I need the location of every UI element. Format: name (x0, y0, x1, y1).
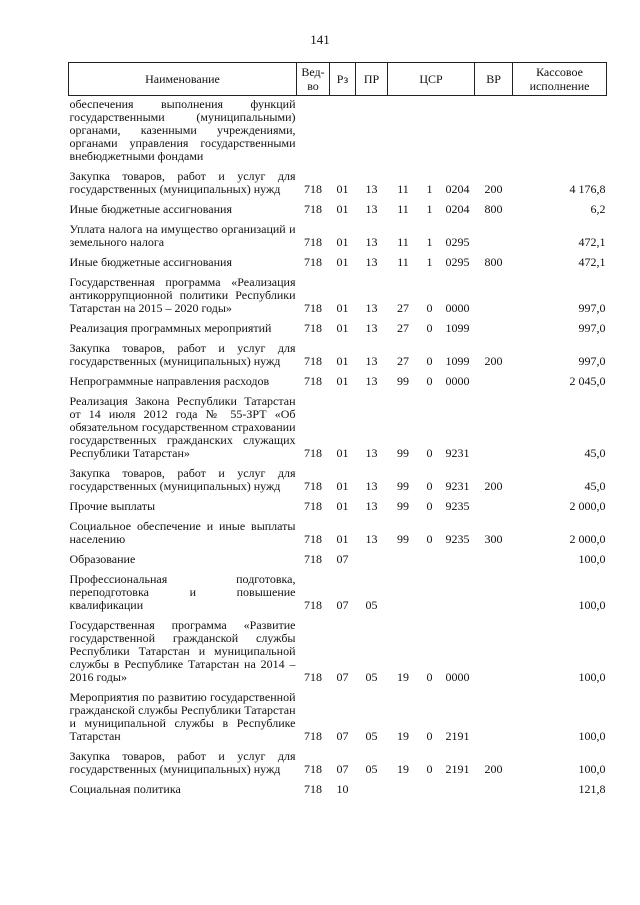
row-csr-direction: 9231 (445, 479, 470, 493)
header-csr: ЦСР (388, 63, 475, 96)
budget-table (68, 62, 607, 803)
table-row (69, 170, 607, 203)
row-csr-subprogram (419, 553, 441, 573)
row-csr-subprogram: 0 (426, 374, 433, 388)
row-csr-direction: 0295 (445, 255, 470, 269)
row-pr: 13 (365, 374, 378, 388)
row-vr (475, 619, 513, 691)
row-csr-direction (441, 96, 475, 171)
row-amount: 6,2 (590, 202, 606, 216)
row-amount: 472,1 (578, 235, 606, 249)
row-csr-subprogram: 0 (426, 670, 433, 684)
row-csr-program: 27 (397, 354, 409, 368)
row-name: обеспечения выполнения функций государственными (муниципальными) органами, казенными учреждениями, органами управления государственными внебюджетными фондами (69, 97, 296, 163)
row-csr-direction: 0000 (445, 670, 470, 684)
row-rz (330, 96, 356, 171)
row-csr-direction: 0204 (445, 182, 470, 196)
row-vr: 200 (484, 182, 503, 196)
row-ved: 718 (304, 354, 322, 368)
row-name: Социальное обеспечение и иные выплаты населению (69, 519, 296, 546)
row-csr-subprogram: 0 (426, 446, 433, 460)
row-vr: 200 (484, 479, 503, 493)
row-csr-program: 99 (397, 479, 409, 493)
row-ved: 718 (304, 301, 322, 315)
row-rz: 07 (336, 552, 349, 566)
row-name: Социальная политика (69, 782, 181, 796)
row-amount: 121,8 (578, 782, 606, 796)
row-vr (475, 322, 513, 342)
row-amount: 100,0 (578, 729, 606, 743)
table-row (69, 553, 607, 573)
row-pr: 13 (365, 301, 378, 315)
row-rz: 07 (336, 762, 349, 776)
table-row (69, 276, 607, 322)
row-amount: 997,0 (578, 301, 606, 315)
row-csr-program: 19 (397, 670, 409, 684)
row-csr-subprogram: 0 (426, 354, 433, 368)
row-rz: 01 (336, 182, 349, 196)
row-rz: 01 (336, 532, 349, 546)
row-amount: 45,0 (584, 446, 606, 460)
row-rz: 07 (336, 598, 349, 612)
table-row (69, 96, 607, 171)
row-pr (356, 96, 388, 171)
row-csr-subprogram (419, 573, 441, 619)
row-rz: 01 (336, 301, 349, 315)
row-amount: 4 176,8 (569, 182, 606, 196)
row-amount: 100,0 (578, 670, 606, 684)
row-csr-subprogram: 1 (426, 202, 433, 216)
row-ved: 718 (304, 532, 322, 546)
row-pr: 13 (365, 255, 378, 269)
row-name: Профессиональная подготовка, переподготовка и повышение квалификации (69, 572, 296, 612)
row-csr-program (388, 553, 419, 573)
row-pr (356, 553, 388, 573)
row-rz: 01 (336, 321, 349, 335)
row-csr-subprogram: 0 (426, 532, 433, 546)
row-vr (475, 395, 513, 467)
row-vr (475, 691, 513, 750)
row-ved: 718 (304, 552, 322, 566)
row-rz: 01 (336, 374, 349, 388)
row-ved: 718 (304, 499, 322, 513)
row-amount: 472,1 (578, 255, 606, 269)
row-rz: 01 (336, 354, 349, 368)
row-ved: 718 (304, 255, 322, 269)
row-csr-program: 19 (397, 762, 409, 776)
row-name: Закупка товаров, работ и услуг для государственных (муниципальных) нужд (69, 169, 296, 196)
row-csr-program: 99 (397, 446, 409, 460)
row-name: Иные бюджетные ассигнования (69, 202, 232, 216)
row-ved: 718 (304, 479, 322, 493)
row-csr-direction: 9235 (445, 499, 470, 513)
row-pr: 13 (365, 235, 378, 249)
row-vr (475, 783, 513, 803)
row-vr (475, 276, 513, 322)
row-rz: 07 (336, 729, 349, 743)
row-vr: 800 (484, 202, 503, 216)
row-csr-subprogram: 0 (426, 762, 433, 776)
row-pr: 13 (365, 321, 378, 335)
row-csr-program: 11 (397, 235, 409, 249)
row-vr (475, 553, 513, 573)
row-ved: 718 (304, 374, 322, 388)
row-csr-direction (441, 573, 475, 619)
header-pr: ПР (356, 63, 388, 96)
table-header-row (69, 63, 607, 96)
row-csr-direction (441, 783, 475, 803)
row-pr: 13 (365, 479, 378, 493)
row-name: Реализация программных мероприятий (69, 321, 272, 335)
row-pr: 13 (365, 202, 378, 216)
row-vr (475, 573, 513, 619)
table-row (69, 691, 607, 750)
row-csr-subprogram: 0 (426, 499, 433, 513)
header-ved: Вед- во (297, 63, 330, 96)
row-name: Закупка товаров, работ и услуг для государственных (муниципальных) нужд (69, 341, 296, 368)
row-amount: 2 000,0 (569, 532, 606, 546)
row-csr-program: 27 (397, 301, 409, 315)
row-rz: 01 (336, 499, 349, 513)
table-row (69, 783, 607, 803)
row-name: Закупка товаров, работ и услуг для государственных (муниципальных) нужд (69, 749, 296, 776)
row-csr-program: 11 (397, 182, 409, 196)
row-csr-direction: 0000 (445, 374, 470, 388)
row-csr-subprogram: 0 (426, 321, 433, 335)
table-row (69, 395, 607, 467)
row-rz: 01 (336, 479, 349, 493)
table-row (69, 750, 607, 783)
row-name: Иные бюджетные ассигнования (69, 255, 232, 269)
row-csr-program (388, 573, 419, 619)
row-csr-direction: 0000 (445, 301, 470, 315)
row-name: Мероприятия по развитию государственной гражданской службы Республики Татарстан и муниципальной службы в Республике Татарстан (69, 690, 296, 743)
row-csr-program: 99 (397, 532, 409, 546)
row-amount: 100,0 (578, 552, 606, 566)
row-amount: 100,0 (578, 598, 606, 612)
row-csr-direction: 2191 (445, 762, 470, 776)
row-ved: 718 (304, 202, 322, 216)
table-row (69, 573, 607, 619)
row-vr: 800 (484, 255, 503, 269)
table-row (69, 223, 607, 256)
row-ved: 718 (304, 446, 322, 460)
row-pr: 13 (365, 354, 378, 368)
row-pr: 13 (365, 446, 378, 460)
row-name: Уплата налога на имущество организаций и земельного налога (69, 222, 296, 249)
row-amount: 997,0 (578, 354, 606, 368)
row-rz: 10 (336, 782, 349, 796)
header-name: Наименование (69, 63, 297, 96)
row-amount: 100,0 (578, 762, 606, 776)
row-csr-direction: 1099 (445, 321, 470, 335)
row-vr (475, 375, 513, 395)
header-amount: Кассовое исполнение (513, 63, 607, 96)
row-csr-program: 11 (397, 255, 409, 269)
row-rz: 01 (336, 255, 349, 269)
table-row (69, 500, 607, 520)
row-csr-direction: 9235 (445, 532, 470, 546)
row-name: Непрограммные направления расходов (69, 374, 270, 388)
row-amount: 2 000,0 (569, 499, 606, 513)
row-amount (513, 96, 607, 171)
row-vr: 200 (484, 762, 503, 776)
row-csr-subprogram (419, 96, 441, 171)
table-row (69, 203, 607, 223)
table-row (69, 520, 607, 553)
row-rz: 07 (336, 670, 349, 684)
row-vr (475, 96, 513, 171)
row-csr-subprogram: 1 (426, 235, 433, 249)
header-rz: Рз (330, 63, 356, 96)
row-csr-program (388, 783, 419, 803)
row-pr: 13 (365, 182, 378, 196)
row-ved: 718 (304, 782, 322, 796)
row-csr-program (388, 96, 419, 171)
row-name: Государственная программа «Реализация антикоррупционной политики Республики Татарстан на 2015 – 2020 годы» (69, 275, 296, 315)
row-csr-program: 99 (397, 499, 409, 513)
row-csr-program: 11 (397, 202, 409, 216)
row-pr: 05 (365, 729, 378, 743)
row-csr-subprogram (419, 783, 441, 803)
row-vr: 200 (484, 354, 503, 368)
row-csr-program: 27 (397, 321, 409, 335)
row-rz: 01 (336, 235, 349, 249)
row-csr-subprogram: 0 (426, 301, 433, 315)
table-row (69, 619, 607, 691)
row-csr-direction (441, 553, 475, 573)
row-csr-direction: 0295 (445, 235, 470, 249)
row-pr: 05 (365, 598, 378, 612)
table-row (69, 256, 607, 276)
row-csr-subprogram: 1 (426, 182, 433, 196)
row-amount: 997,0 (578, 321, 606, 335)
row-amount: 2 045,0 (569, 374, 606, 388)
row-ved: 718 (304, 762, 322, 776)
row-csr-program: 19 (397, 729, 409, 743)
row-ved (297, 96, 330, 171)
row-pr (356, 783, 388, 803)
row-csr-direction: 0204 (445, 202, 470, 216)
row-csr-direction: 1099 (445, 354, 470, 368)
table-row (69, 342, 607, 375)
row-name: Образование (69, 552, 136, 566)
row-ved: 718 (304, 729, 322, 743)
row-pr: 05 (365, 762, 378, 776)
table-body (69, 96, 607, 804)
header-vr: ВР (475, 63, 513, 96)
row-vr (475, 500, 513, 520)
table-row (69, 322, 607, 342)
row-vr: 300 (484, 532, 503, 546)
row-ved: 718 (304, 670, 322, 684)
row-csr-direction: 2191 (445, 729, 470, 743)
row-csr-subprogram: 0 (426, 729, 433, 743)
row-pr: 13 (365, 532, 378, 546)
row-pr: 05 (365, 670, 378, 684)
row-csr-program: 99 (397, 374, 409, 388)
row-ved: 718 (304, 235, 322, 249)
row-name: Государственная программа «Развитие государственной гражданской службы Республики Татарстан и муниципальной службы в Республике Татарстан на 2014 – 2016 годы» (69, 618, 296, 684)
row-rz: 01 (336, 446, 349, 460)
row-ved: 718 (304, 321, 322, 335)
row-ved: 718 (304, 598, 322, 612)
row-csr-subprogram: 0 (426, 479, 433, 493)
row-name: Реализация Закона Республики Татарстан от 14 июля 2012 года № 55-ЗРТ «Об обязательном государственном страховании государственных гражданских служащих Республики Татарстан» (69, 394, 296, 460)
table-row (69, 467, 607, 500)
row-amount: 45,0 (584, 479, 606, 493)
table-row (69, 375, 607, 395)
row-csr-direction: 9231 (445, 446, 470, 460)
row-csr-subprogram: 1 (426, 255, 433, 269)
row-vr (475, 223, 513, 256)
row-name: Закупка товаров, работ и услуг для государственных (муниципальных) нужд (69, 466, 296, 493)
row-name: Прочие выплаты (69, 499, 156, 513)
row-rz: 01 (336, 202, 349, 216)
row-ved: 718 (304, 182, 322, 196)
page-number: 141 (310, 32, 330, 47)
row-pr: 13 (365, 499, 378, 513)
